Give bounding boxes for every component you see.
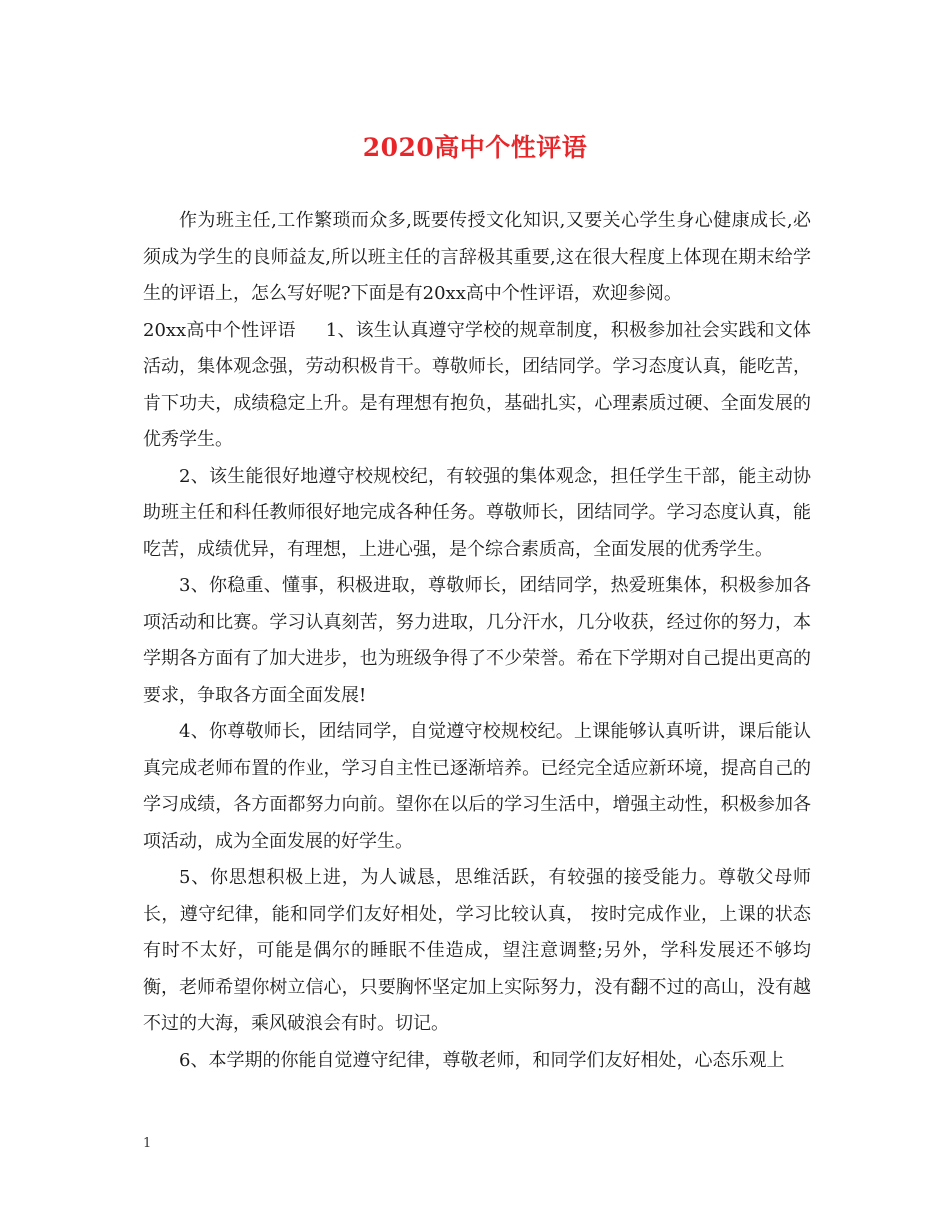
- paragraph-1-text: 1、该生认真遵守学校的规章制度，积极参加社会实践和文体活动，集体观念强，劳动积极肯干。尊敬师长，团结同学。学习态度认真，能吃苦，肯下功夫，成绩稳定上升。是有理想有抱负，基础扎实，心理素质过硬、全面发展的优秀学生。: [143, 319, 811, 450]
- paragraph-2: 2、该生能很好地遵守校规校纪，有较强的集体观念，担任学生干部，能主动协助班主任和科任教师很好地完成各种任务。尊敬师长，团结同学。学习态度认真，能吃苦，成绩优异，有理想，上进心强，是个综合素质高，全面发展的优秀学生。: [143, 465, 811, 560]
- section-label: 20xx高中个性评语: [143, 319, 296, 341]
- intro-paragraph: 作为班主任,工作繁琐而众多,既要传授文化知识,又要关心学生身心健康成长,必须成为学生的良师益友,所以班主任的言辞极其重要,这在很大程度上体现在期末给学生的评语上，怎么写好呢?下面是有20xx高中个性评语，欢迎参阅。: [143, 210, 811, 304]
- paragraph-6: 6、本学期的你能自觉遵守纪律，尊敬老师，和同学们友好相处，心态乐观上: [179, 1049, 785, 1071]
- document-body: [143, 203, 811, 1079]
- paragraph-4: 4、你尊敬师长，团结同学，自觉遵守校规校纪。上课能够认真听讲，课后能认真完成老师布置的作业，学习自主性已逐渐培养。已经完全适应新环境，提高自己的学习成绩，各方面都努力向前。望你在以后的学习生活中，增强主动性，积极参加各项活动，成为全面发展的好学生。: [143, 721, 811, 852]
- paragraph-1: [143, 313, 811, 459]
- paragraph-3: 3、你稳重、懂事，积极进取，尊敬师长，团结同学，热爱班集体，积极参加各项活动和比赛。学习认真刻苦，努力进取，几分汗水，几分收获，经过你的努力，本学期各方面有了加大进步，也为班级争得了不少荣誉。希在下学期对自己提出更高的要求，争取各方面全面发展!: [143, 575, 811, 706]
- paragraph-5: 5、你思想积极上进，为人诚恳，思维活跃，有较强的接受能力。尊敬父母师长，遵守纪律，能和同学们友好相处，学习比较认真， 按时完成作业，上课的状态有时不太好，可能是偶尔的睡眠不佳造成，望注意调整;另外，学科发展还不够均衡，老师希望你树立信心，只要胸怀坚定加上实际努力，没有翻不过的高山，没有越不过的大海，乘风破浪会有时。切记。: [143, 867, 811, 1034]
- document-title: 2020高中个性评语: [362, 133, 588, 162]
- page-number: 1: [143, 1136, 152, 1151]
